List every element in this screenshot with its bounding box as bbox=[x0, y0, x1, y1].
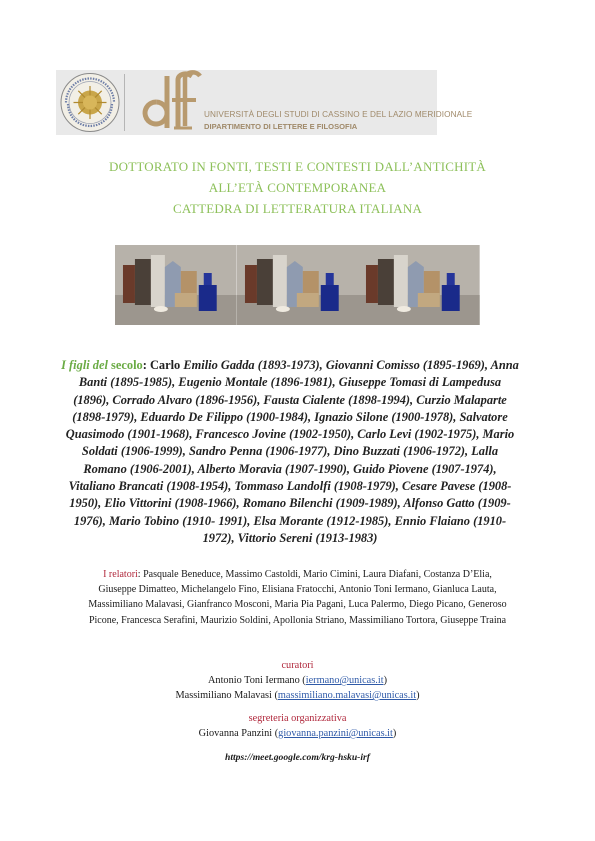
title-line-3: CATTEDRA DI LETTERATURA ITALIANA bbox=[172, 201, 423, 216]
curator-1-email-link[interactable]: iermano@unicas.it bbox=[305, 675, 384, 686]
secretariat-person bbox=[100, 726, 495, 741]
speakers-paragraph bbox=[84, 567, 511, 628]
university-seal-icon bbox=[56, 70, 124, 135]
secretariat-block bbox=[100, 711, 495, 741]
secretariat-email-link[interactable]: giovanna.panzini@unicas.it bbox=[278, 728, 393, 739]
university-name: UNIVERSITÀ DEGLI STUDI DI CASSINO E DEL LAZIO MERIDIONALE bbox=[204, 110, 473, 119]
authors-label-rest: secolo bbox=[107, 358, 143, 372]
curator-1-name: Antonio Toni Iermano ( bbox=[207, 675, 306, 686]
curators-label: curatori bbox=[281, 660, 314, 671]
speakers-label: I relatori bbox=[103, 569, 138, 580]
curator-2-close: ) bbox=[416, 690, 420, 701]
curator-2-name: Massimiliano Malavasi ( bbox=[175, 690, 278, 701]
curators-block bbox=[100, 658, 495, 703]
title-line-2: ALL’ETÀ CONTEMPORANEA bbox=[208, 180, 387, 195]
meet-link[interactable]: https://meet.google.com/krg-hsku-irf bbox=[225, 752, 370, 763]
doctorate-title bbox=[40, 156, 555, 219]
authors-paragraph bbox=[60, 357, 520, 547]
speakers-names: Pasquale Beneduce, Massimo Castoldi, Mario Cimini, Laura Diafani, Costanza D’Elia, Giuseppe Dimatteo, Michelangelo Fino, Elisiana Fratocchi, Antonio Toni Iermano, Gianluca Lauta, Massimiliano Malavasi, Gianfranco Mosconi, Maria Pia Pagani, Luca Palermo, Diego Picano, Generoso Picone, Francesca Serafini, Maurizio Soldini, Apollonia Striano, Massimiliano Tortora, Giuseppe Traina bbox=[88, 569, 507, 626]
secretariat-close: ) bbox=[392, 728, 397, 739]
secretariat-name: Giovanna Panzini ( bbox=[198, 728, 279, 739]
authors-first-name: Carlo bbox=[149, 358, 184, 372]
department-name: DIPARTIMENTO DI LETTERE E FILOSOFIA bbox=[204, 122, 358, 131]
title-line-1: DOTTORATO IN FONTI, TESTI E CONTESTI DALL’ANTICHITÀ bbox=[109, 159, 486, 174]
curator-2 bbox=[100, 688, 495, 703]
still-life-painting-strip bbox=[115, 245, 480, 325]
logo-divider bbox=[124, 74, 125, 131]
authors-label-italic: I figli del bbox=[61, 358, 108, 372]
still-life-painting-2 bbox=[237, 245, 359, 325]
authors-colon: : bbox=[142, 358, 150, 372]
curator-1-close: ) bbox=[383, 675, 387, 686]
authors-list: Emilio Gadda (1893-1973), Giovanni Comisso (1895-1969), Anna Banti (1895-1985), Eugenio Montale (1896-1981), Giuseppe Tomasi di Lampedusa (1896), Corrado Alvaro (1896-1956), Fausta Cialente (1898-1994), Curzio Malaparte (1898-1979), Eduardo De Filippo (1900-1984), Ignazio Silone (1900-1978), Salvatore Quasimodo (1901-1968), Francesco Jovine (1902-1950), Carlo Levi (1902-1975), Mario Soldati (1906-1999), Sandro Penna (1906-1977), Dino Buzzati (1906-1972), Lalla Romano (1906-2001), Alberto Moravia (1907-1990), Guido Piovene (1907-1974), Vitaliano Brancati (1908-1954), Tommaso Landolfi (1908-1979), Cesare Pavese (1908-1950), Elio Vittorini (1908-1966), Romano Bilenchi (1909-1989), Alfonso Gatto (1909-1976), Mario Tobino (1910- 1991), Elsa Morante (1912-1985), Ennio Flaiano (1910-1972), Vittorio Sereni (1913-1983) bbox=[65, 358, 519, 545]
curator-1 bbox=[100, 673, 495, 688]
secretariat-label: segreteria organizzativa bbox=[248, 713, 347, 724]
speakers-colon: : bbox=[137, 569, 144, 580]
curator-2-email-link[interactable]: massimiliano.malavasi@unicas.it bbox=[277, 690, 417, 701]
still-life-painting-1 bbox=[115, 245, 237, 325]
logo-banner bbox=[56, 70, 473, 135]
still-life-painting-3 bbox=[358, 245, 480, 325]
